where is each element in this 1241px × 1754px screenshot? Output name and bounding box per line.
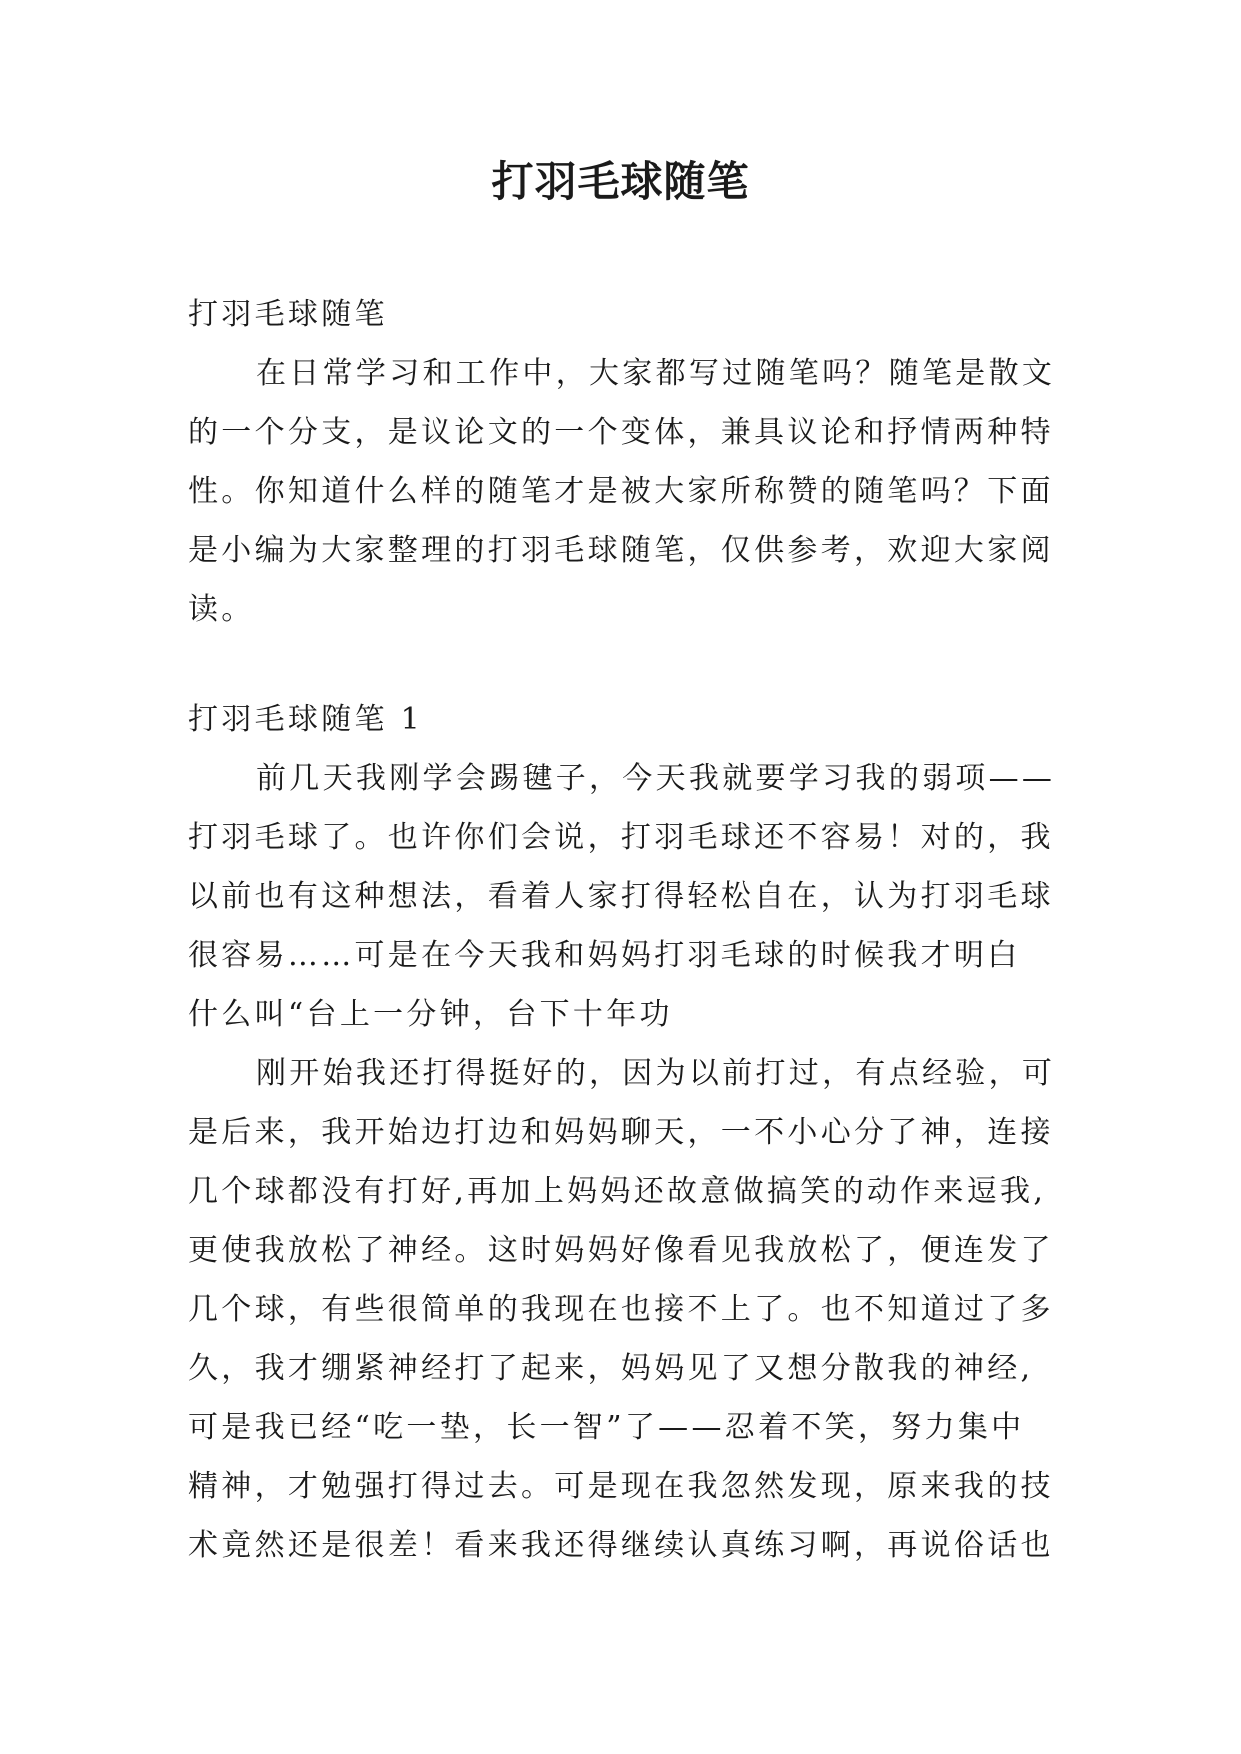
section-heading: 打羽毛球随笔 [188,297,388,332]
paragraph-line: 以前也有这种想法，看着人家打得轻松自在，认为打羽毛球 [188,879,1054,914]
paragraph-line: 很容易……可是在今天我和妈妈打羽毛球的时候我才明白 [188,938,1021,973]
paragraph [188,344,1058,639]
paragraph-line: 术竟然还是很差！看来我还得继续认真练习啊，再说俗话也 [188,1528,1054,1563]
paragraph-line: 可是我已经“吃一垫，长一智”了——忍着不笑，努力集中 [188,1410,1025,1445]
paragraph-line: 的一个分支，是议论文的一个变体，兼具议论和抒情两种特 [188,415,1054,450]
paragraph-line: 是后来，我开始边打边和妈妈聊天，一不小心分了神，连接 [188,1115,1054,1150]
document-title: 打羽毛球随笔 [491,157,750,206]
paragraph-line: 久，我才绷紧神经打了起来，妈妈见了又想分散我的神经, [188,1351,1034,1386]
paragraph [188,749,1058,1044]
paragraph [188,1044,1058,1575]
paragraph-line: 几个球都没有打好,再加上妈妈还故意做搞笑的动作来逗我, [188,1174,1047,1209]
paragraph-line: 是小编为大家整理的打羽毛球随笔，仅供参考，欢迎大家阅 [188,533,1054,568]
paragraph-line: 更使我放松了神经。这时妈妈好像看见我放松了，便连发了 [188,1233,1054,1268]
paragraph-line: 在日常学习和工作中，大家都写过随笔吗？随笔是散文 [256,356,1056,391]
paragraph-line: 性。你知道什么样的随笔才是被大家所称赞的随笔吗？下面 [188,474,1054,509]
paragraph-line: 刚开始我还打得挺好的，因为以前打过，有点经验，可 [256,1056,1056,1091]
paragraph-line: 精神，才勉强打得过去。可是现在我忽然发现，原来我的技 [188,1469,1054,1504]
paragraph-line: 几个球，有些很简单的我现在也接不上了。也不知道过了多 [188,1292,1054,1327]
paragraph-line: 打羽毛球了。也许你们会说，打羽毛球还不容易！对的，我 [188,820,1054,855]
paragraph-line: 读。 [188,592,255,627]
document-body [188,285,1058,1575]
section-heading: 打羽毛球随笔 1 [188,702,424,737]
section-spacer [188,639,1058,690]
paragraph-line: 什么叫“台上一分钟，台下十年功 [188,997,673,1032]
paragraph-line: 前几天我刚学会踢毽子，今天我就要学习我的弱项—— [256,761,1056,796]
